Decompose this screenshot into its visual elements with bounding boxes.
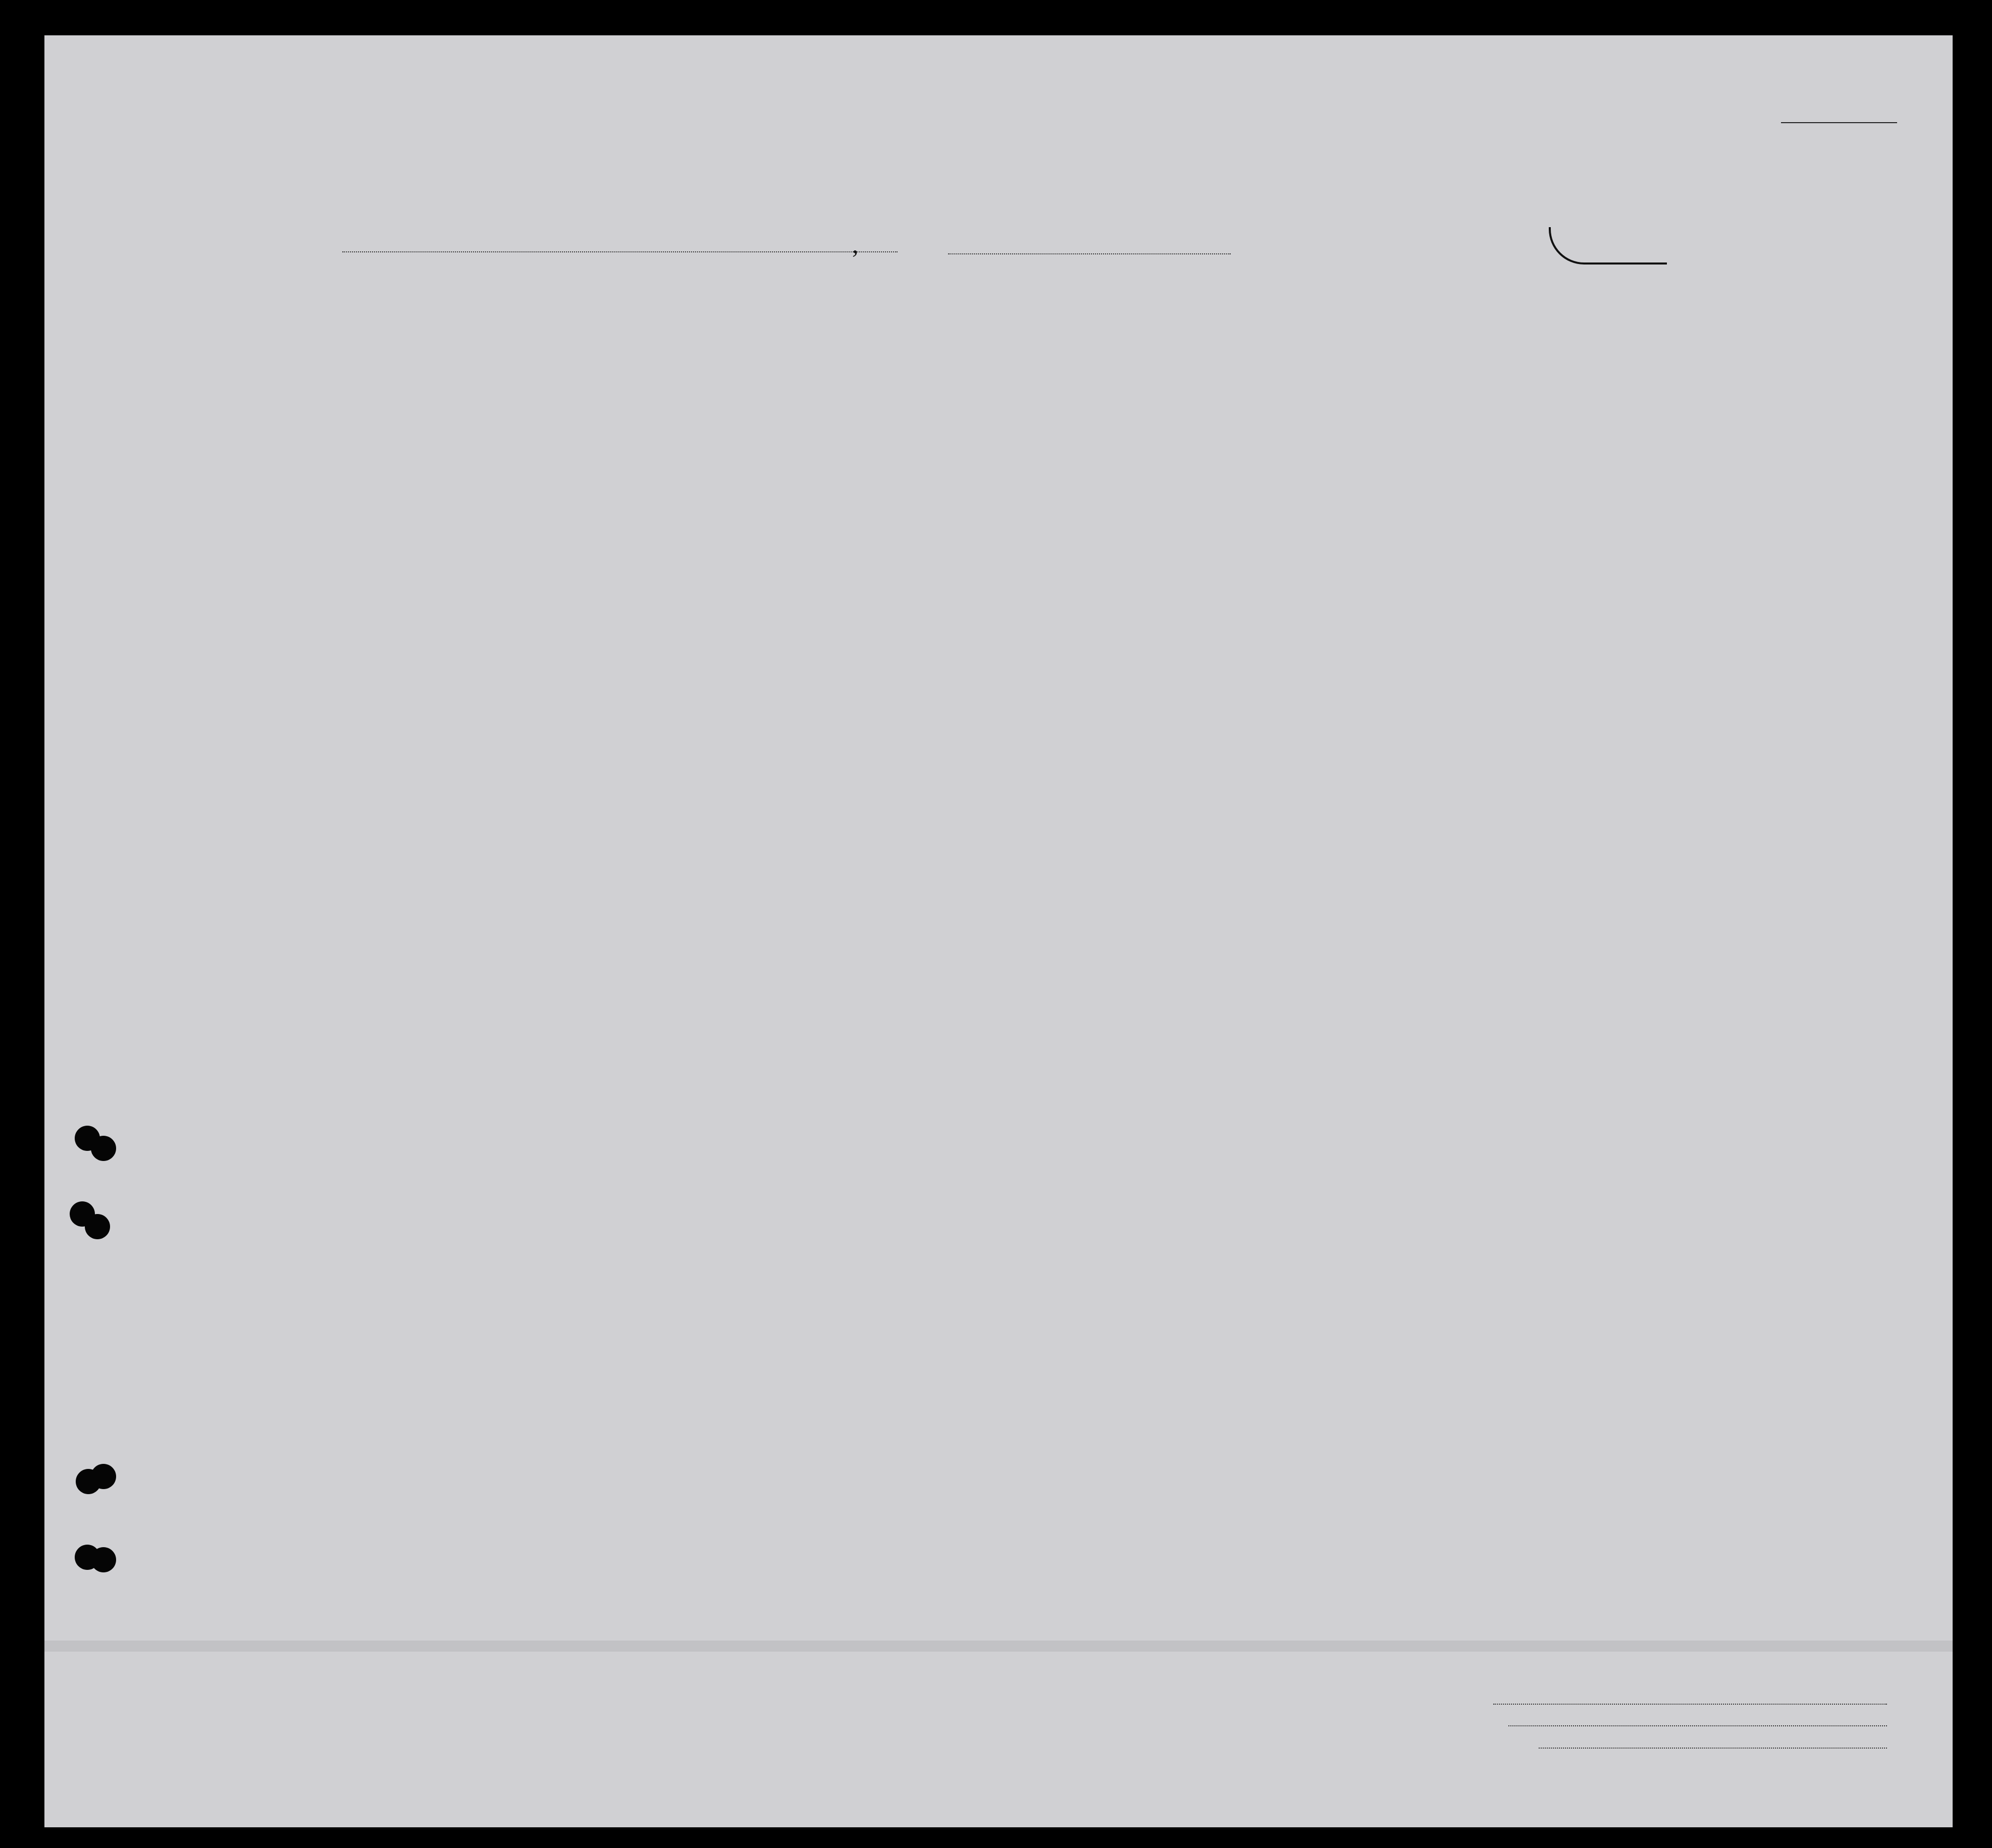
header-money — [706, 317, 736, 468]
local-agents-field — [1539, 1748, 1887, 1749]
header-purpose-return — [1164, 343, 1190, 469]
owners-field — [1508, 1725, 1887, 1726]
line-field — [1493, 1704, 1887, 1705]
manifest-sheet — [44, 35, 1953, 1827]
header-arrested — [1445, 343, 1460, 469]
header-ticket — [583, 322, 613, 468]
header-purpose-length — [1195, 343, 1218, 469]
header-polygamist — [1286, 348, 1301, 469]
table-grid — [44, 35, 1953, 1827]
header-labor-offer — [1387, 343, 1415, 469]
footer-band — [44, 1641, 1953, 1652]
header-purpose-citizen — [1222, 343, 1244, 469]
header-feet — [1639, 409, 1651, 449]
header-inches — [1660, 404, 1672, 454]
header-prison — [1252, 338, 1280, 469]
header-anarchist — [1310, 348, 1326, 469]
header-advocate — [1337, 338, 1380, 469]
comma: , — [852, 230, 859, 258]
header-excluded — [1420, 343, 1435, 469]
